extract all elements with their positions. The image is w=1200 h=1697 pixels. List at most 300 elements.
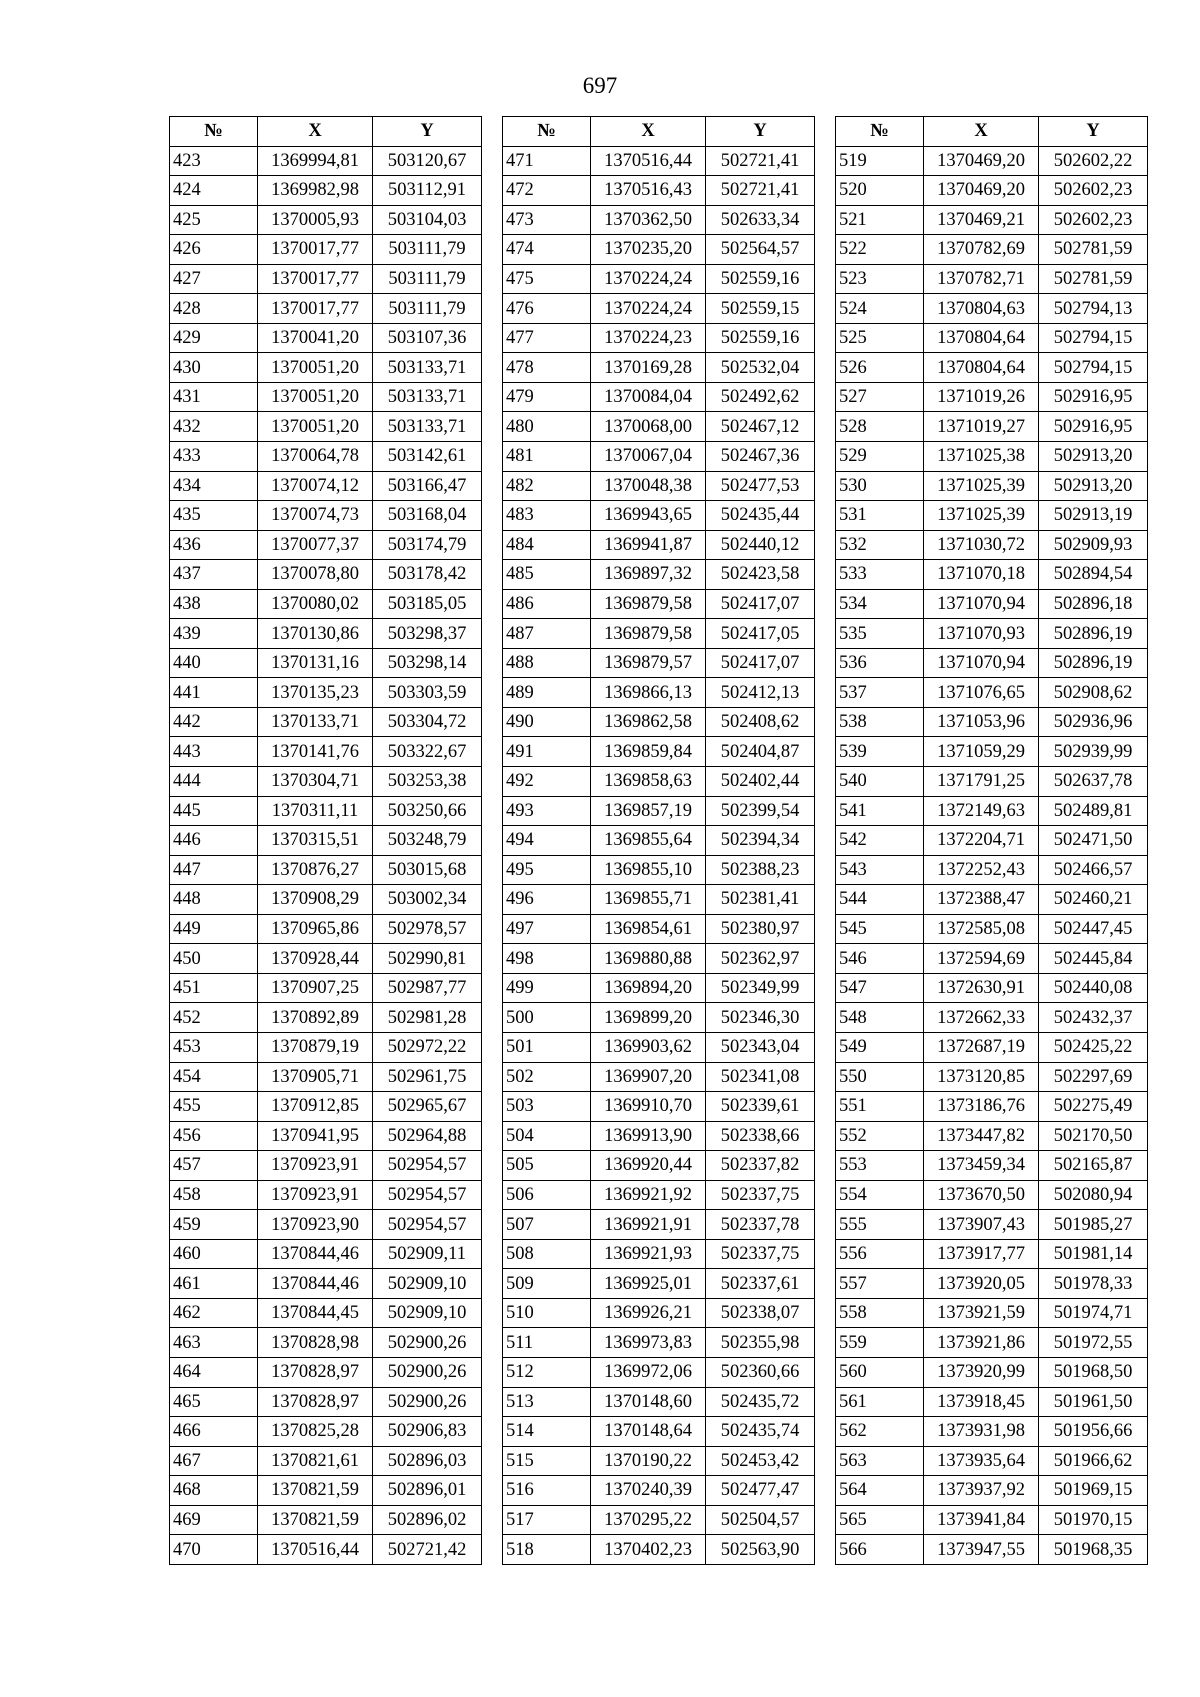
cell-x: 1370051,20 [258, 382, 373, 412]
table-row [503, 1446, 815, 1476]
table-row [836, 294, 1148, 324]
table-row [170, 353, 482, 383]
cell-number: 517 [503, 1505, 591, 1535]
cell-x: 1371070,94 [924, 589, 1039, 619]
cell-y: 502721,41 [706, 176, 815, 206]
table-row [503, 1003, 815, 1033]
cell-number: 452 [170, 1003, 258, 1033]
table-row [836, 619, 1148, 649]
cell-y: 501981,14 [1039, 1239, 1148, 1269]
cell-y: 502559,15 [706, 294, 815, 324]
cell-number: 426 [170, 235, 258, 265]
cell-x: 1370905,71 [258, 1062, 373, 1092]
table-row [503, 619, 815, 649]
cell-number: 507 [503, 1210, 591, 1240]
cell-y: 502972,22 [373, 1032, 482, 1062]
cell-x: 1370077,37 [258, 530, 373, 560]
table-row [836, 885, 1148, 915]
cell-number: 508 [503, 1239, 591, 1269]
cell-y: 503133,71 [373, 353, 482, 383]
cell-x: 1370516,44 [258, 1535, 373, 1565]
cell-x: 1370074,12 [258, 471, 373, 501]
table-row [503, 146, 815, 176]
cell-number: 438 [170, 589, 258, 619]
cell-number: 518 [503, 1535, 591, 1565]
cell-number: 449 [170, 914, 258, 944]
cell-number: 534 [836, 589, 924, 619]
table-row [836, 146, 1148, 176]
table-row [836, 1535, 1148, 1565]
table-row [836, 1328, 1148, 1358]
cell-x: 1370928,44 [258, 944, 373, 974]
cell-y: 501969,15 [1039, 1476, 1148, 1506]
header-number: № [503, 117, 591, 147]
cell-number: 468 [170, 1476, 258, 1506]
table-row [503, 442, 815, 472]
table-row [836, 707, 1148, 737]
cell-y: 502417,05 [706, 619, 815, 649]
cell-y: 502435,44 [706, 501, 815, 531]
cell-y: 502721,41 [706, 146, 815, 176]
header-number: № [836, 117, 924, 147]
cell-x: 1369994,81 [258, 146, 373, 176]
cell-number: 531 [836, 501, 924, 531]
cell-y: 502477,47 [706, 1476, 815, 1506]
cell-x: 1370923,90 [258, 1210, 373, 1240]
table-row [170, 235, 482, 265]
cell-x: 1370048,38 [591, 471, 706, 501]
cell-x: 1370828,98 [258, 1328, 373, 1358]
table-row [836, 1121, 1148, 1151]
cell-x: 1370844,45 [258, 1298, 373, 1328]
table-row [836, 1239, 1148, 1269]
cell-number: 446 [170, 826, 258, 856]
cell-y: 503002,34 [373, 885, 482, 915]
cell-y: 502896,02 [373, 1505, 482, 1535]
cell-x: 1369862,58 [591, 707, 706, 737]
cell-number: 526 [836, 353, 924, 383]
cell-y: 502964,88 [373, 1121, 482, 1151]
cell-number: 473 [503, 205, 591, 235]
cell-y: 502602,23 [1039, 176, 1148, 206]
cell-x: 1370516,44 [591, 146, 706, 176]
cell-x: 1369880,88 [591, 944, 706, 974]
cell-x: 1370907,25 [258, 973, 373, 1003]
cell-number: 549 [836, 1032, 924, 1062]
cell-x: 1370315,51 [258, 826, 373, 856]
table-row [503, 1239, 815, 1269]
cell-y: 502467,12 [706, 412, 815, 442]
cell-y: 502360,66 [706, 1357, 815, 1387]
cell-y: 502913,19 [1039, 501, 1148, 531]
cell-number: 443 [170, 737, 258, 767]
cell-number: 566 [836, 1535, 924, 1565]
cell-number: 556 [836, 1239, 924, 1269]
table-row [503, 648, 815, 678]
cell-y: 502896,19 [1039, 648, 1148, 678]
table-row [503, 1417, 815, 1447]
cell-y: 502978,57 [373, 914, 482, 944]
cell-number: 501 [503, 1032, 591, 1062]
cell-number: 511 [503, 1328, 591, 1358]
cell-number: 467 [170, 1446, 258, 1476]
cell-number: 453 [170, 1032, 258, 1062]
cell-x: 1369920,44 [591, 1151, 706, 1181]
cell-x: 1372585,08 [924, 914, 1039, 944]
cell-x: 1369894,20 [591, 973, 706, 1003]
cell-number: 460 [170, 1239, 258, 1269]
cell-x: 1369855,10 [591, 855, 706, 885]
table-row [836, 796, 1148, 826]
table-row [836, 1357, 1148, 1387]
cell-x: 1370078,80 [258, 560, 373, 590]
cell-number: 454 [170, 1062, 258, 1092]
cell-number: 464 [170, 1357, 258, 1387]
cell-y: 502990,81 [373, 944, 482, 974]
table-row [836, 648, 1148, 678]
table-row [170, 1535, 482, 1565]
table-row [503, 501, 815, 531]
cell-number: 456 [170, 1121, 258, 1151]
cell-y: 502402,44 [706, 767, 815, 797]
table-row [836, 264, 1148, 294]
cell-y: 502489,81 [1039, 796, 1148, 826]
cell-number: 482 [503, 471, 591, 501]
cell-x: 1369854,61 [591, 914, 706, 944]
cell-number: 543 [836, 855, 924, 885]
cell-number: 457 [170, 1151, 258, 1181]
cell-x: 1370169,28 [591, 353, 706, 383]
cell-y: 503133,71 [373, 382, 482, 412]
table-row [836, 1180, 1148, 1210]
cell-number: 525 [836, 323, 924, 353]
cell-number: 480 [503, 412, 591, 442]
cell-x: 1373941,84 [924, 1505, 1039, 1535]
table-row [836, 589, 1148, 619]
table-row [170, 648, 482, 678]
cell-x: 1370235,20 [591, 235, 706, 265]
cell-x: 1370892,89 [258, 1003, 373, 1033]
cell-x: 1369855,71 [591, 885, 706, 915]
cell-x: 1370804,64 [924, 323, 1039, 353]
cell-number: 441 [170, 678, 258, 708]
table-row [170, 1003, 482, 1033]
cell-number: 436 [170, 530, 258, 560]
table-row [836, 1092, 1148, 1122]
cell-x: 1373947,55 [924, 1535, 1039, 1565]
cell-x: 1370828,97 [258, 1357, 373, 1387]
cell-number: 440 [170, 648, 258, 678]
cell-x: 1371059,29 [924, 737, 1039, 767]
cell-number: 444 [170, 767, 258, 797]
cell-x: 1372630,91 [924, 973, 1039, 1003]
cell-y: 502794,15 [1039, 323, 1148, 353]
cell-number: 433 [170, 442, 258, 472]
table-row [170, 530, 482, 560]
cell-x: 1370311,11 [258, 796, 373, 826]
cell-x: 1371070,94 [924, 648, 1039, 678]
cell-x: 1373186,76 [924, 1092, 1039, 1122]
cell-y: 501968,50 [1039, 1357, 1148, 1387]
table-row [503, 589, 815, 619]
cell-x: 1369943,65 [591, 501, 706, 531]
cell-number: 528 [836, 412, 924, 442]
cell-number: 472 [503, 176, 591, 206]
table-row [503, 885, 815, 915]
cell-y: 502466,57 [1039, 855, 1148, 885]
cell-x: 1370135,23 [258, 678, 373, 708]
cell-x: 1371076,65 [924, 678, 1039, 708]
cell-number: 435 [170, 501, 258, 531]
cell-y: 502394,34 [706, 826, 815, 856]
cell-y: 502477,53 [706, 471, 815, 501]
cell-y: 502954,57 [373, 1180, 482, 1210]
table-row [836, 855, 1148, 885]
cell-y: 502781,59 [1039, 264, 1148, 294]
table-row [836, 973, 1148, 1003]
cell-y: 502913,20 [1039, 442, 1148, 472]
cell-y: 502404,87 [706, 737, 815, 767]
cell-number: 536 [836, 648, 924, 678]
cell-x: 1370148,60 [591, 1387, 706, 1417]
cell-x: 1373918,45 [924, 1387, 1039, 1417]
cell-x: 1370068,00 [591, 412, 706, 442]
cell-x: 1370782,69 [924, 235, 1039, 265]
cell-number: 565 [836, 1505, 924, 1535]
cell-x: 1373921,59 [924, 1298, 1039, 1328]
cell-y: 502425,22 [1039, 1032, 1148, 1062]
cell-y: 502987,77 [373, 973, 482, 1003]
cell-y: 503104,03 [373, 205, 482, 235]
cell-x: 1370821,61 [258, 1446, 373, 1476]
cell-x: 1369907,20 [591, 1062, 706, 1092]
cell-x: 1370923,91 [258, 1180, 373, 1210]
cell-y: 502346,30 [706, 1003, 815, 1033]
cell-y: 503174,79 [373, 530, 482, 560]
cell-number: 557 [836, 1269, 924, 1299]
cell-y: 502781,59 [1039, 235, 1148, 265]
cell-x: 1370782,71 [924, 264, 1039, 294]
cell-number: 521 [836, 205, 924, 235]
cell-number: 562 [836, 1417, 924, 1447]
cell-number: 442 [170, 707, 258, 737]
table-row [836, 412, 1148, 442]
table-row [836, 1417, 1148, 1447]
cell-y: 502412,13 [706, 678, 815, 708]
cell-number: 519 [836, 146, 924, 176]
cell-y: 502435,72 [706, 1387, 815, 1417]
table-row [503, 767, 815, 797]
cell-x: 1369879,57 [591, 648, 706, 678]
table-row [836, 1151, 1148, 1181]
table-row [170, 973, 482, 1003]
cell-number: 427 [170, 264, 258, 294]
cell-x: 1369903,62 [591, 1032, 706, 1062]
cell-x: 1369913,90 [591, 1121, 706, 1151]
cell-y: 502337,75 [706, 1180, 815, 1210]
cell-x: 1370804,63 [924, 294, 1039, 324]
cell-number: 561 [836, 1387, 924, 1417]
table-row [170, 1328, 482, 1358]
cell-x: 1370941,95 [258, 1121, 373, 1151]
cell-number: 551 [836, 1092, 924, 1122]
cell-y: 501956,66 [1039, 1417, 1148, 1447]
table-row [503, 323, 815, 353]
cell-y: 501974,71 [1039, 1298, 1148, 1328]
table-row [170, 471, 482, 501]
cell-number: 448 [170, 885, 258, 915]
cell-y: 503120,67 [373, 146, 482, 176]
cell-number: 450 [170, 944, 258, 974]
cell-x: 1373937,92 [924, 1476, 1039, 1506]
table-row [503, 353, 815, 383]
cell-x: 1370141,76 [258, 737, 373, 767]
cell-y: 502388,23 [706, 855, 815, 885]
cell-x: 1370876,27 [258, 855, 373, 885]
cell-number: 532 [836, 530, 924, 560]
cell-y: 502908,62 [1039, 678, 1148, 708]
cell-y: 502909,10 [373, 1269, 482, 1299]
cell-number: 484 [503, 530, 591, 560]
cell-number: 451 [170, 973, 258, 1003]
cell-x: 1371053,96 [924, 707, 1039, 737]
cell-y: 502954,57 [373, 1151, 482, 1181]
cell-number: 430 [170, 353, 258, 383]
cell-x: 1370304,71 [258, 767, 373, 797]
cell-y: 502794,13 [1039, 294, 1148, 324]
table-row [836, 1387, 1148, 1417]
cell-x: 1372687,19 [924, 1032, 1039, 1062]
cell-y: 502170,50 [1039, 1121, 1148, 1151]
cell-x: 1370844,46 [258, 1239, 373, 1269]
cell-y: 502504,57 [706, 1505, 815, 1535]
cell-number: 465 [170, 1387, 258, 1417]
table-row [503, 412, 815, 442]
cell-y: 502981,28 [373, 1003, 482, 1033]
cell-x: 1372252,43 [924, 855, 1039, 885]
cell-y: 502965,67 [373, 1092, 482, 1122]
table-row [170, 1062, 482, 1092]
cell-x: 1370017,77 [258, 235, 373, 265]
cell-y: 503112,91 [373, 176, 482, 206]
cell-x: 1370067,04 [591, 442, 706, 472]
table-row [836, 678, 1148, 708]
cell-x: 1370080,02 [258, 589, 373, 619]
cell-x: 1370844,46 [258, 1269, 373, 1299]
cell-number: 559 [836, 1328, 924, 1358]
cell-x: 1370804,64 [924, 353, 1039, 383]
cell-x: 1369926,21 [591, 1298, 706, 1328]
cell-x: 1370224,24 [591, 294, 706, 324]
cell-x: 1370005,93 [258, 205, 373, 235]
table-header-row [170, 117, 482, 147]
cell-number: 434 [170, 471, 258, 501]
cell-number: 546 [836, 944, 924, 974]
cell-number: 533 [836, 560, 924, 590]
cell-number: 423 [170, 146, 258, 176]
cell-number: 481 [503, 442, 591, 472]
cell-x: 1370923,91 [258, 1151, 373, 1181]
table-row [503, 973, 815, 1003]
cell-number: 499 [503, 973, 591, 1003]
table-row [170, 1269, 482, 1299]
table-row [170, 767, 482, 797]
table-row [503, 1062, 815, 1092]
cell-x: 1370017,77 [258, 264, 373, 294]
cell-x: 1370051,20 [258, 353, 373, 383]
cell-number: 477 [503, 323, 591, 353]
table-header-row [503, 117, 815, 147]
cell-y: 502355,98 [706, 1328, 815, 1358]
cell-x: 1372149,63 [924, 796, 1039, 826]
cell-number: 558 [836, 1298, 924, 1328]
table-row [170, 442, 482, 472]
cell-y: 502896,01 [373, 1476, 482, 1506]
table-row [836, 560, 1148, 590]
table-row [170, 205, 482, 235]
cell-y: 502637,78 [1039, 767, 1148, 797]
cell-x: 1371070,93 [924, 619, 1039, 649]
cell-x: 1372204,71 [924, 826, 1039, 856]
cell-number: 486 [503, 589, 591, 619]
cell-number: 466 [170, 1417, 258, 1447]
table-row [170, 1357, 482, 1387]
cell-y: 502380,97 [706, 914, 815, 944]
table-row [503, 382, 815, 412]
cell-number: 544 [836, 885, 924, 915]
table-row [503, 1210, 815, 1240]
cell-number: 545 [836, 914, 924, 944]
table-row [170, 1446, 482, 1476]
cell-y: 502467,36 [706, 442, 815, 472]
table-row [836, 530, 1148, 560]
table-row [170, 294, 482, 324]
cell-y: 502343,04 [706, 1032, 815, 1062]
cell-y: 502894,54 [1039, 560, 1148, 590]
cell-number: 487 [503, 619, 591, 649]
cell-x: 1371019,27 [924, 412, 1039, 442]
table-row [170, 707, 482, 737]
table-row [170, 1476, 482, 1506]
cell-x: 1370051,20 [258, 412, 373, 442]
cell-y: 502349,99 [706, 973, 815, 1003]
cell-number: 432 [170, 412, 258, 442]
cell-y: 503322,67 [373, 737, 482, 767]
table-row [836, 914, 1148, 944]
table-row [836, 323, 1148, 353]
table-row [836, 235, 1148, 265]
cell-x: 1370148,64 [591, 1417, 706, 1447]
cell-number: 522 [836, 235, 924, 265]
table-row [170, 560, 482, 590]
cell-x: 1371030,72 [924, 530, 1039, 560]
table-row [836, 442, 1148, 472]
cell-x: 1370469,20 [924, 146, 1039, 176]
table-row [503, 471, 815, 501]
table-row [503, 678, 815, 708]
cell-y: 501961,50 [1039, 1387, 1148, 1417]
cell-number: 552 [836, 1121, 924, 1151]
cell-x: 1372662,33 [924, 1003, 1039, 1033]
cell-y: 502909,93 [1039, 530, 1148, 560]
cell-x: 1373120,85 [924, 1062, 1039, 1092]
table-row [836, 353, 1148, 383]
table-row [170, 1151, 482, 1181]
cell-y: 502417,07 [706, 648, 815, 678]
cell-number: 523 [836, 264, 924, 294]
cell-number: 541 [836, 796, 924, 826]
table-row [836, 1032, 1148, 1062]
